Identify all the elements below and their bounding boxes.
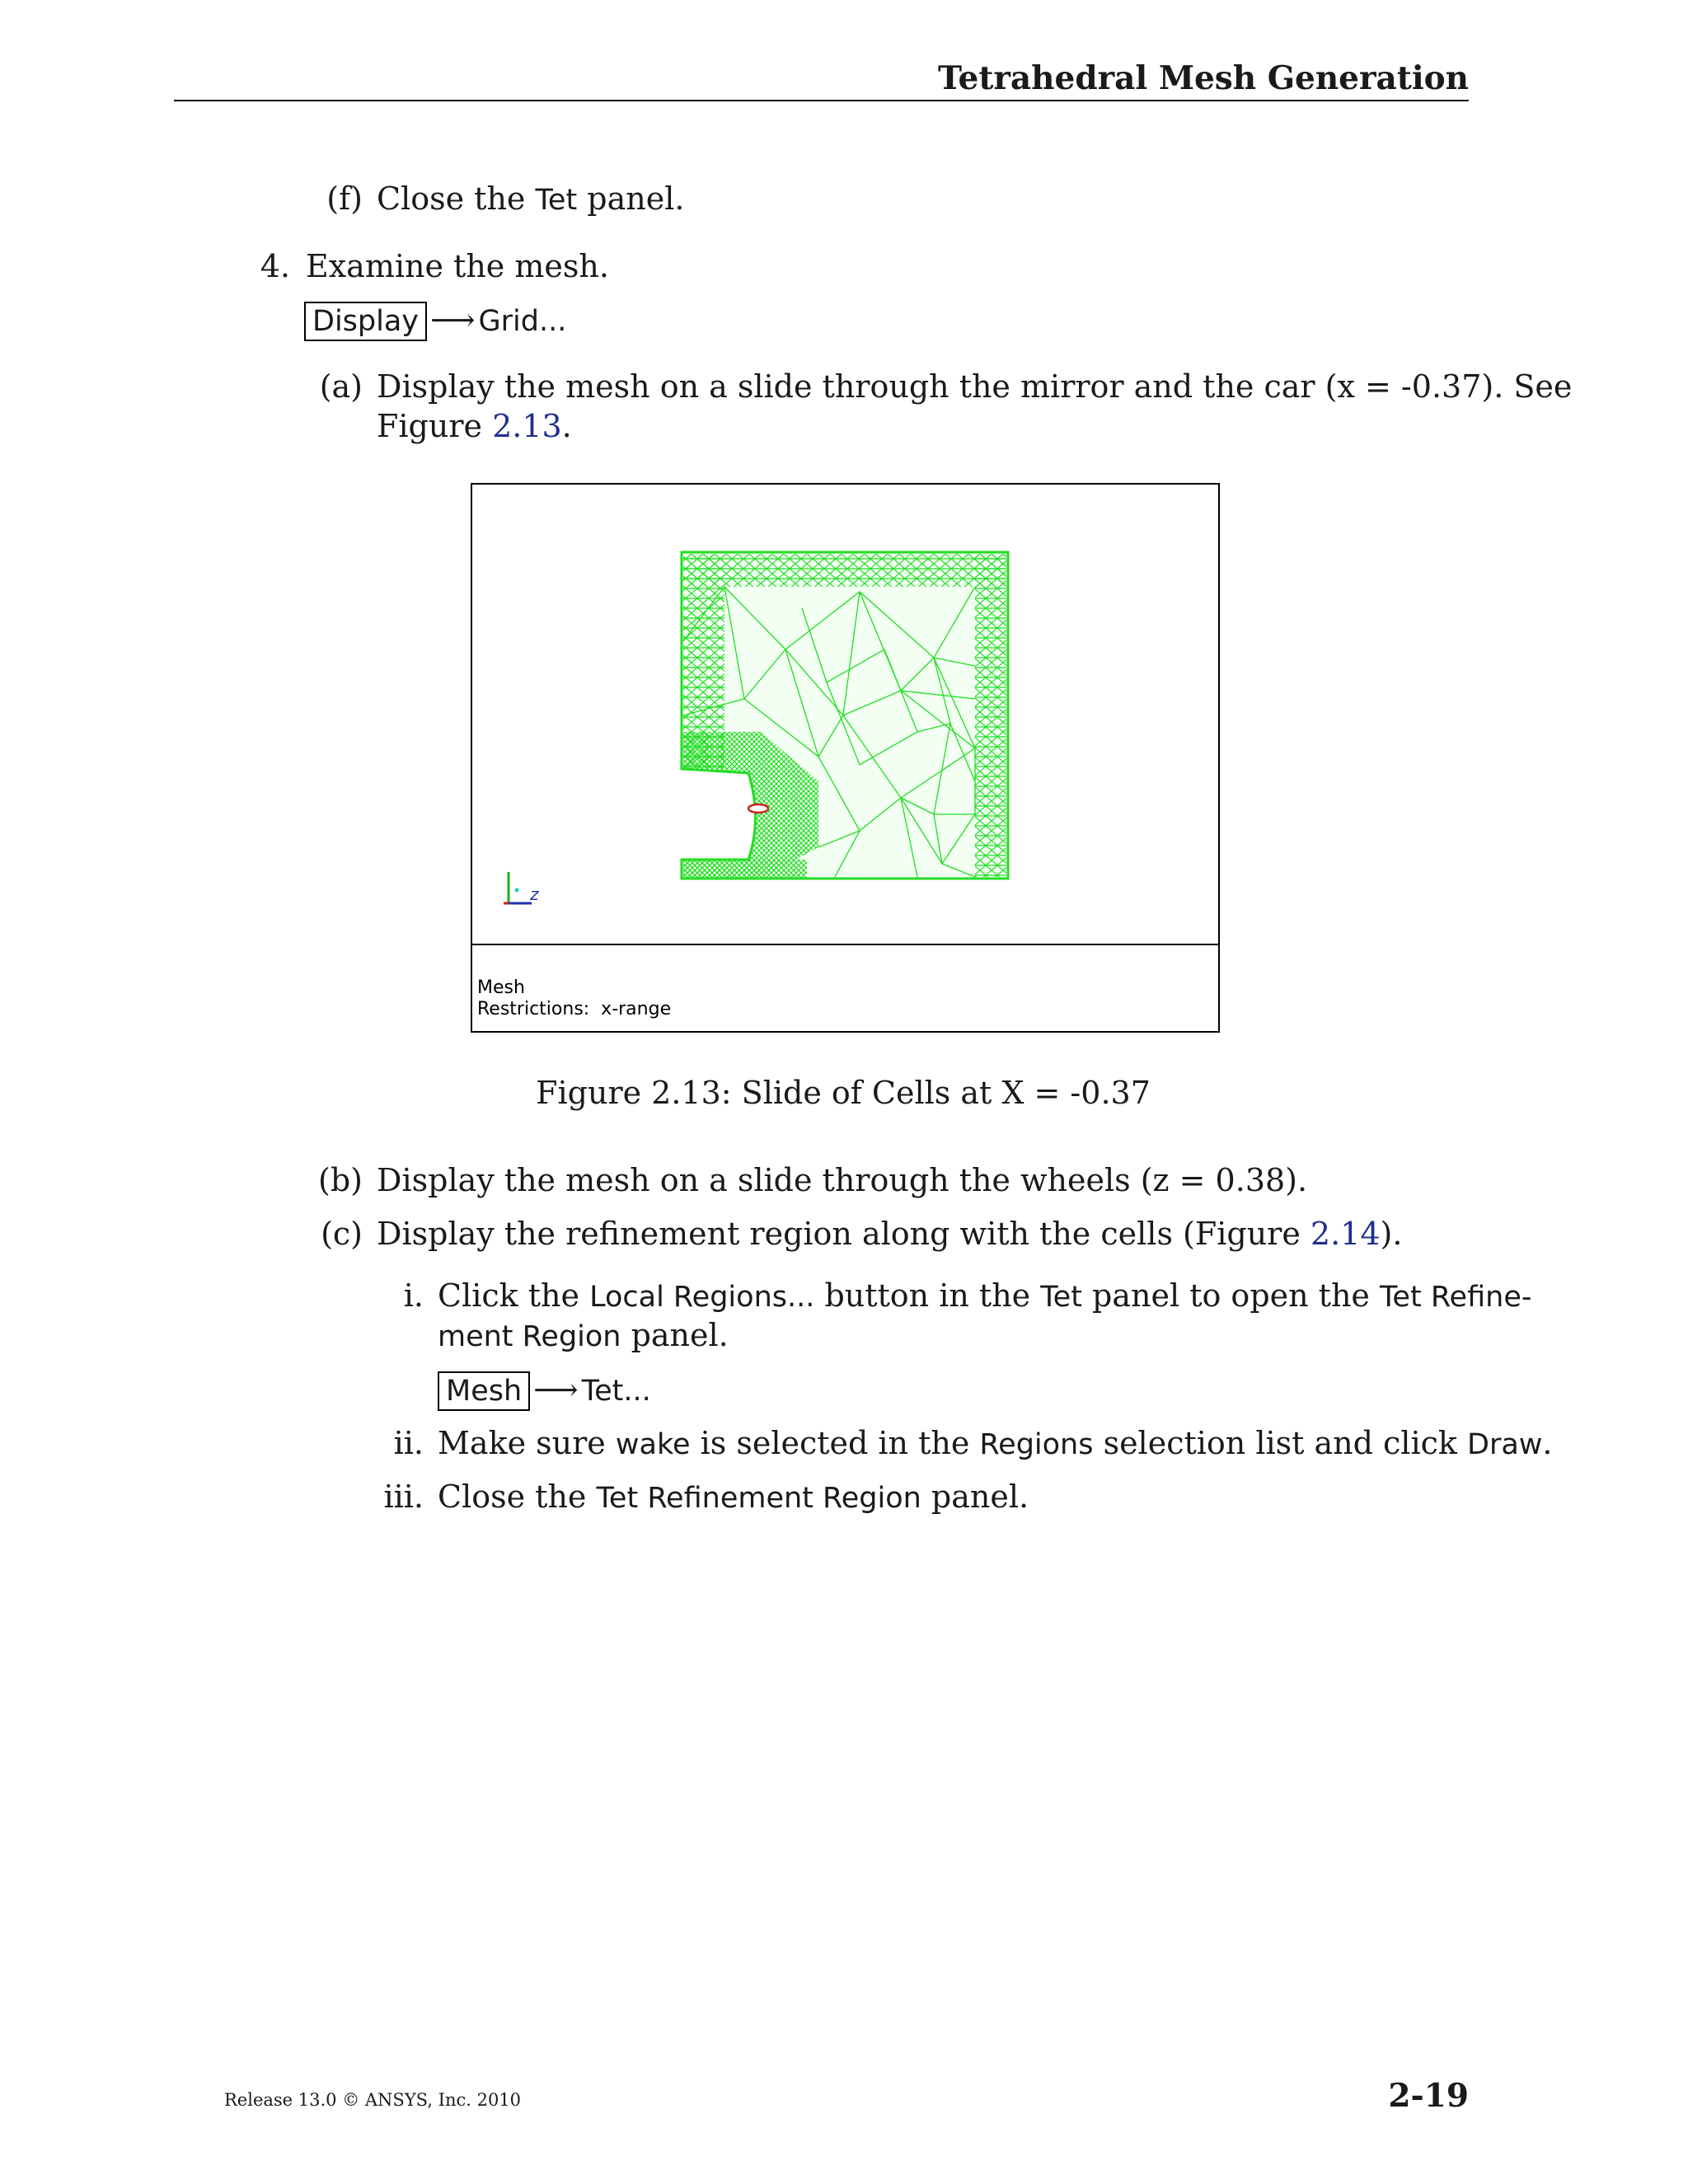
sub-iii-text <box>438 1477 1029 1518</box>
sub-ii-t3: selection list and click <box>1093 1425 1467 1461</box>
figure-2-14-link[interactable]: 2.14 <box>1310 1216 1381 1252</box>
ment-region-ref: ment Region <box>438 1320 621 1353</box>
running-header-title: Tetrahedral Mesh Generation <box>937 59 1469 97</box>
sub-ii-t2: is selected in the <box>690 1425 980 1461</box>
step-f-post: panel. <box>577 180 685 217</box>
mesh-menu-box: Mesh <box>438 1371 530 1411</box>
tet-menu-item: Tet... <box>581 1375 651 1408</box>
sub-i-t2: button in the <box>814 1277 1041 1314</box>
step-4-label: 4. <box>260 248 290 284</box>
step-f-pre: Close the <box>377 180 536 217</box>
tet-panel-ref-2: Tet <box>1040 1281 1082 1314</box>
sub-i-line1 <box>438 1276 1532 1317</box>
mesh-plot <box>472 485 1218 942</box>
sub-ii-t1: Make sure <box>438 1425 616 1461</box>
sub-ii-label: ii. <box>393 1425 424 1461</box>
mesh-region <box>682 552 1008 879</box>
step-c-pre: Display the refinement region along with the cells (Figure <box>377 1216 1311 1252</box>
local-regions-button-ref: Local Regions... <box>589 1281 815 1314</box>
figure-caption-text: Figure 2.13: Slide of Cells at X = -0.37 <box>536 1075 1151 1111</box>
mirror-outline <box>748 804 768 813</box>
step-a-line2-pre: Figure <box>377 408 493 444</box>
sub-i-line2 <box>438 1315 729 1357</box>
regions-list-ref: Regions <box>979 1428 1094 1461</box>
header-rule <box>174 100 1469 101</box>
step-f-text <box>377 179 684 220</box>
tet-refine-ref: Tet Refine- <box>1380 1281 1532 1314</box>
figure-caption-separator <box>471 944 1220 945</box>
menu-path-display-grid <box>304 300 566 341</box>
step-b-label: (b) <box>318 1162 363 1198</box>
step-c-label: (c) <box>321 1216 363 1252</box>
display-menu-box: Display <box>304 302 427 341</box>
figure-caption <box>0 1073 1688 1113</box>
footer-page-number: 2-19 <box>1388 2077 1469 2115</box>
menu-path-mesh-tet <box>438 1370 651 1411</box>
sub-i-label: i. <box>403 1277 424 1314</box>
step-f-label: (f) <box>326 180 363 217</box>
tet-refinement-region-ref: Tet Refinement Region <box>596 1482 921 1515</box>
step-c-text <box>377 1214 1402 1254</box>
sub-iii-t1: Close the <box>438 1479 597 1515</box>
menu-arrow-2: ⟶ <box>533 1371 579 1408</box>
step-a-label: (a) <box>319 368 363 405</box>
tet-panel-ref: Tet <box>535 184 578 217</box>
footer-release: Release 13.0 © ANSYS, Inc. 2010 <box>224 2090 522 2110</box>
sub-iii-t2: panel. <box>921 1479 1029 1515</box>
sub-ii-t4: . <box>1542 1425 1553 1461</box>
step-a-line2-post: . <box>561 408 572 444</box>
step-a-line1: Display the mesh on a slide through the mirror and the car (x = -0.37). See <box>377 368 1573 405</box>
step-a-line2 <box>377 406 572 446</box>
step-b-text: Display the mesh on a slide through the wheels (z = 0.38). <box>377 1162 1308 1198</box>
sub-i-t1: Click the <box>438 1277 590 1314</box>
draw-button-ref: Draw <box>1467 1428 1543 1461</box>
sub-i-t3: panel to open the <box>1081 1277 1380 1314</box>
figure-legend-restrictions: Restrictions: x-range <box>477 999 672 1019</box>
sub-iii-label: iii. <box>383 1479 424 1515</box>
axis-triad <box>504 872 539 904</box>
sub-ii-text <box>438 1423 1553 1465</box>
grid-menu-item: Grid... <box>478 305 567 338</box>
step-4-text: Examine the mesh. <box>306 248 609 284</box>
menu-arrow: ⟶ <box>430 302 476 338</box>
figure-legend-title: Mesh <box>477 977 525 998</box>
sub-i-t4: panel. <box>621 1317 729 1353</box>
axis-z-label: z <box>530 884 539 904</box>
step-c-post: ). <box>1380 1216 1403 1252</box>
wake-ref: wake <box>615 1428 691 1461</box>
figure-2-13-link[interactable]: 2.13 <box>492 408 562 444</box>
